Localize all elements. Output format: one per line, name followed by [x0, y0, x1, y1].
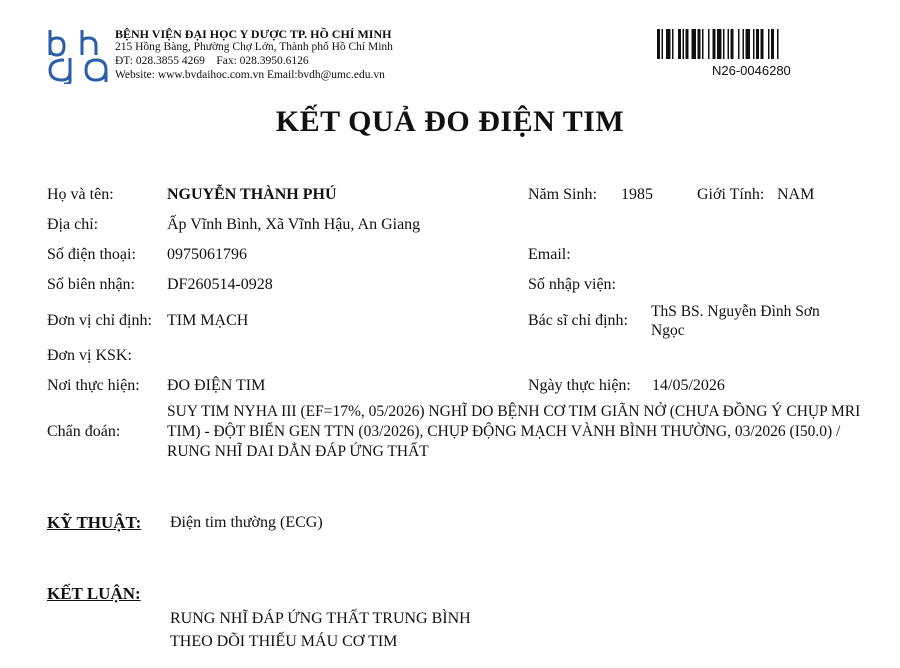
admission-label: Số nhập viện: [528, 276, 616, 293]
hospital-logo-icon [46, 28, 110, 84]
barcode-number: N26-0046280 [712, 63, 791, 78]
barcode-icon [657, 29, 841, 59]
place-label: Nơi thực hiện: [47, 377, 140, 394]
gender-label: Giới Tính: [697, 186, 765, 203]
diagnosis-label: Chẩn đoán: [47, 423, 121, 440]
address-label: Địa chỉ: [47, 216, 99, 233]
patient-name: NGUYỄN THÀNH PHÚ [167, 186, 337, 203]
receipt-label: Số biên nhận: [47, 276, 135, 293]
conclusion-line: RUNG NHĨ ĐÁP ỨNG THẤT TRUNG BÌNH [170, 610, 471, 627]
hospital-address: 215 Hồng Bàng, Phường Chợ Lớn, Thành phố Hồ Chí Minh [115, 41, 393, 53]
birth-year-value: 1985 [621, 186, 653, 203]
page-title: KẾT QUẢ ĐO ĐIỆN TIM [275, 105, 625, 138]
doctor-label: Bác sĩ chỉ định: [528, 312, 628, 329]
email-label: Email: [528, 246, 571, 263]
phone-value: 0975061796 [167, 246, 247, 263]
doctor-value: ThS BS. Nguyễn Đình Sơn Ngọc [651, 303, 820, 339]
conclusion-heading: KẾT LUẬN: [47, 584, 141, 603]
name-label: Họ và tên: [47, 186, 114, 203]
technique-value: Điện tim thường (ECG) [170, 514, 323, 531]
place-value: ĐO ĐIỆN TIM [167, 377, 266, 394]
ksk-label: Đơn vị KSK: [47, 347, 132, 364]
address-value: Ấp Vĩnh Bình, Xã Vĩnh Hậu, An Giang [167, 216, 421, 233]
unit-label: Đơn vị chỉ định: [47, 312, 152, 329]
technique-heading: KỸ THUẬT: [47, 513, 142, 532]
birth-year-label: Năm Sinh: [528, 186, 597, 203]
gender-value: NAM [777, 186, 815, 203]
conclusion-line: THEO DÕI THIẾU MÁU CƠ TIM [170, 633, 398, 650]
hospital-phone-fax: ĐT: 028.3855 4269 Fax: 028.3950.6126 [115, 55, 309, 67]
unit-value: TIM MẠCH [167, 312, 249, 329]
date-label: Ngày thực hiện: [528, 377, 631, 394]
diagnosis-value: SUY TIM NYHA III (EF=17%, 05/2026) NGHĨ DO BỆNH CƠ TIM GIÃN NỞ (CHƯA ĐỒNG Ý CHỤP MRI TIM) - ĐỘT BIẾN GEN TTN (03/2026), CHỤP ĐỘNG MẠCH VÀNH BÌNH THƯỜNG, 03/2026 (I50.0) / RUNG NHĨ DAI DẲN ĐÁP ỨNG THẤT [167, 403, 861, 460]
date-value: 14/05/2026 [652, 377, 725, 394]
phone-label: Số điện thoại: [47, 246, 136, 263]
hospital-name: BỆNH VIỆN ĐẠI HỌC Y DƯỢC TP. HỒ CHÍ MINH [115, 27, 392, 41]
receipt-value: DF260514-0928 [167, 276, 273, 293]
hospital-website-email: Website: www.bvdaihoc.com.vn Email:bvdh@umc.edu.vn [115, 69, 385, 81]
